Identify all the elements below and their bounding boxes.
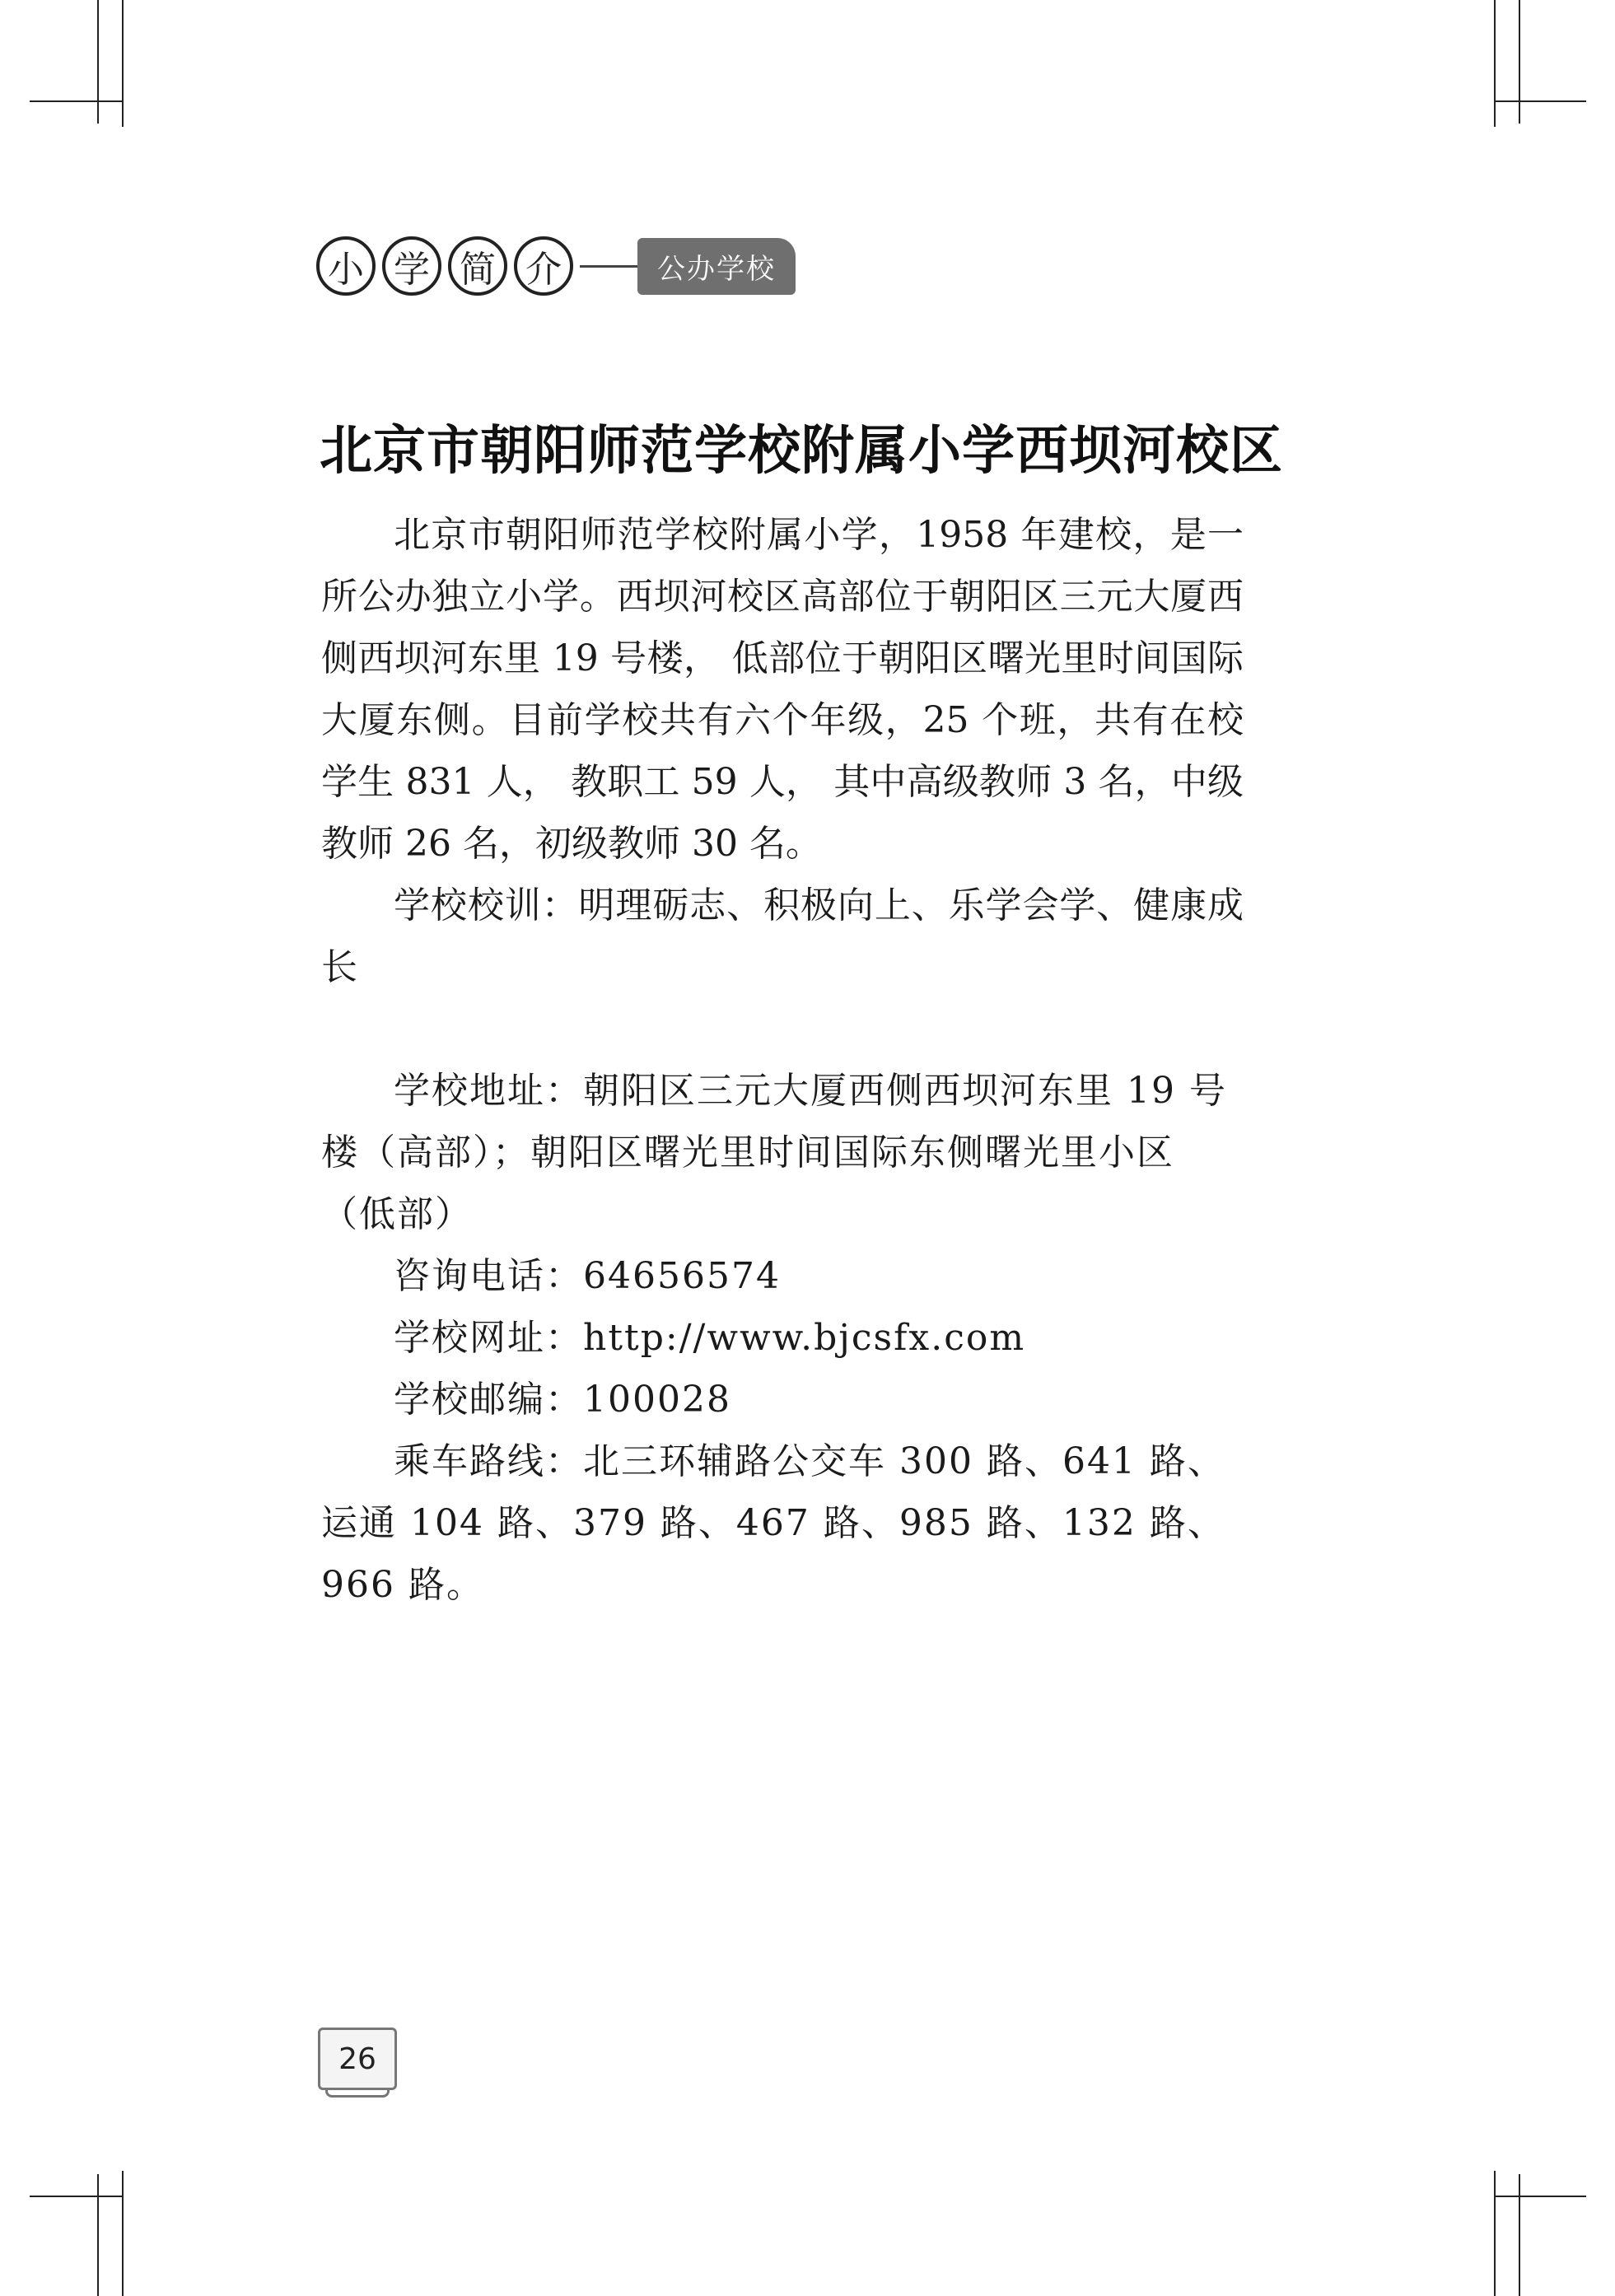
page-number: 26 <box>318 2028 397 2090</box>
phone-line <box>321 1245 1244 1307</box>
crop-mark <box>1494 2196 1586 2197</box>
postcode-label: 学校邮编： <box>394 1379 583 1421</box>
website-line <box>321 1307 1244 1369</box>
address-label: 学校地址： <box>394 1070 583 1112</box>
phone-value: 64656574 <box>583 1255 781 1297</box>
crop-mark <box>1519 0 1520 124</box>
phone-label: 咨询电话： <box>394 1255 583 1297</box>
website-value: http://www.bjcsfx.com <box>583 1317 1026 1359</box>
crop-mark <box>1494 100 1586 102</box>
category-tag: 公办学校 <box>637 238 796 295</box>
bus-route-label: 乘车路线： <box>394 1440 583 1482</box>
header-circle-char: 介 <box>514 236 573 296</box>
crop-mark <box>30 2196 122 2197</box>
address-value: 朝阳区三元大厦西侧西坝河东里 19 号楼（高部）；朝阳区曙光里时间国际东侧曙光里小区（低部） <box>321 1070 1227 1235</box>
crop-mark <box>97 2174 99 2296</box>
crop-mark <box>122 0 124 127</box>
crop-mark <box>1519 2174 1520 2296</box>
address-line <box>321 1060 1244 1245</box>
postcode-value: 100028 <box>583 1379 731 1421</box>
bus-route-value: 北三环辅路公交车 300 路、641 路、运通 104 路、379 路、467 路、985 路、132 路、966 路。 <box>321 1440 1225 1606</box>
crop-mark <box>30 100 122 102</box>
bus-route-line <box>321 1430 1244 1616</box>
crop-mark <box>122 2171 124 2296</box>
intro-paragraph: 北京市朝阳师范学校附属小学，1958 年建校，是一所公办独立小学。西坝河校区高部位于朝阳区三元大厦西侧西坝河东里 19 号楼， 低部位于朝阳区曙光里时间国际大厦东侧。目前学校共有六个年级，25 个班，共有在校学生 831 人， 教职工 59 人， 其中高级教师 3 名，中级教师 26 名，初级教师 30 名。 <box>321 514 1244 865</box>
postcode-line <box>321 1369 1244 1430</box>
section-header <box>316 231 796 301</box>
article-body <box>321 504 1244 1616</box>
header-circle-char: 学 <box>382 236 441 296</box>
page-title: 北京市朝阳师范学校附属小学西坝河校区 <box>320 421 1283 482</box>
header-circle-char: 简 <box>448 236 507 296</box>
header-circle-char: 小 <box>316 236 376 296</box>
header-connector-line <box>580 265 637 268</box>
website-label: 学校网址： <box>394 1317 583 1359</box>
crop-mark <box>1494 2171 1496 2296</box>
crop-mark <box>1494 0 1496 127</box>
motto-paragraph: 学校校训：明理砺志、积极向上、乐学会学、健康成长 <box>321 884 1244 988</box>
crop-mark <box>97 0 99 124</box>
